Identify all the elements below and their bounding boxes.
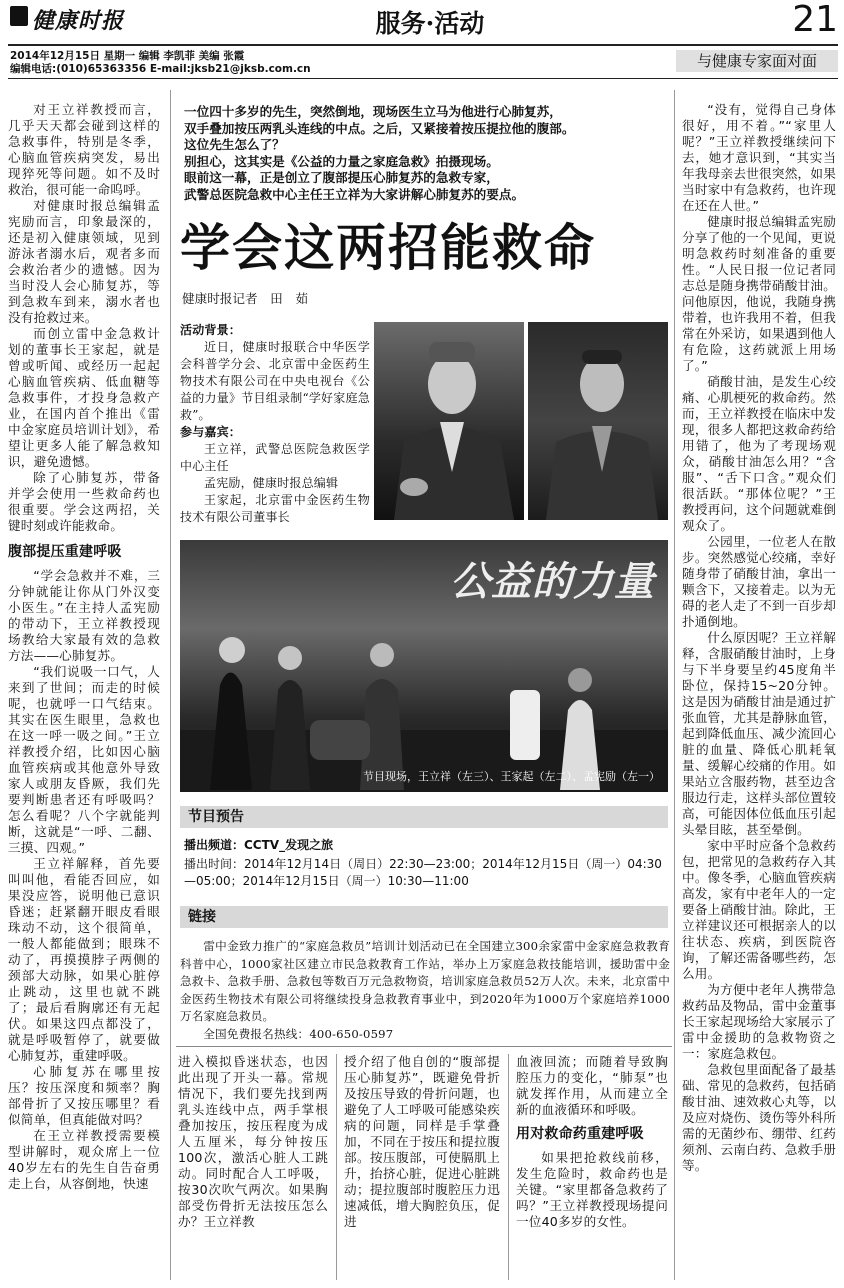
section-title: 服务·活动 [375,9,485,38]
paragraph: 对王立祥教授而言，几乎天天都会碰到这样的急救事件，特别是冬季，心脑血管疾病突发，易出现猝死等问题。如不及时救治，很可能一命呜呼。 [8,102,160,197]
paragraph: 进入模拟昏迷状态，也因此出现了开头一幕。常规情况下，我们要先找到两乳头连线中点，两手掌根叠加按压，按压程度为成人五厘米，每分钟按压100次，激活心脏人工跳动。同时配合人工呼吸，按30次吹气两次。如果胸部受伤骨折无法按压怎么办？王立祥教 [178,1054,328,1229]
masthead-rule [8,44,838,46]
link-box [180,938,670,1043]
paragraph: 除了心肺复苏，带备并学会使用一些救命药也很重要。学会这两招，关键时刻或许能救命。 [8,470,160,533]
guests-label: 参与嘉宾： [180,425,242,439]
studio-photo [180,540,668,792]
paragraph: “我们说吸一口气，人来到了世间；而走的时候呢，也就呼一口气结束。其实在医生眼里，急救也在这一呼一吸之间。”王立祥教授介绍，比如因心脑血管疾病或其他意外导致家人或朋友昏厥，我们先要判断患者还有呼吸吗？怎么看呢？八个字就能判断，这就是“一呼、二翻、三摸、四观。” [8,664,160,855]
column-1 [8,102,160,1282]
paragraph: 对健康时报总编辑孟宪励而言，印象最深的，还是初入健康领域，见到游泳者溺水后，观者多而会救治者少的遗憾。因为当时没人会心肺复苏，等到急救车到来，溺水者也没有抢救过来。 [8,198,160,325]
paragraph: 如果把抢救线前移，发生危险时，救命药也是关键。“家里都备急救药了吗？”王立祥教授现场提问一位40多岁的女性。 [516,1150,668,1229]
page-number: 21 [792,0,838,40]
info-line-1: 2014年12月15日 星期一 编辑 李凯菲 美编 张霞 [10,50,245,62]
intro-line: 眼前这一幕，正是创立了腹部提压心肺复苏的急救专家， [184,170,499,185]
masthead-rule-bottom [8,78,838,79]
photo-caption: 节目现场，王立祥（左三）、王家起（左二）、孟宪励（左一） [363,770,660,783]
portrait-photo-meng-xianli [528,322,668,520]
paragraph: 为方便中老年人携带急救药品及物品，雷中金董事长王家起现场给大家展示了雷中金援助的急救物资之一：家庭急救包。 [682,982,836,1061]
column-divider [674,90,675,1280]
masthead [0,0,844,80]
slogan: 与健康专家面对面 [696,52,817,70]
activity-box [180,322,370,526]
hotline: 全国免费报名热线：400-650-0597 [203,1026,394,1041]
column-5 [682,102,836,1282]
intro-line: 这位先生怎么了？ [184,137,285,152]
byline: 健康时报记者 田 茹 [182,291,308,306]
masthead-logo: 健康时报 [32,8,125,34]
column-divider [336,1054,337,1280]
paragraph: 在王立祥教授需要模型讲解时，观众席上一位40岁左右的先生自告奋勇走上台，从容倒地，快速 [8,1128,160,1191]
preview-channel: 播出频道：CCTV_发现之旅 [184,838,334,852]
paragraph: “没有，觉得自己身体很好，用不着。”“家里人呢？”王立祥教授继续问下去，她才意识到，“其实当年我母亲去世很突然，如果当时家中有急救药，也许现在还在人世。” [682,102,836,213]
paragraph: 血液回流；而随着导致胸腔压力的变化，“肺泵”也就发挥作用，从而建立全新的血液循环和呼吸。 [516,1054,668,1117]
studio-logo: 公益的力量 [450,558,655,605]
logo-icon [10,6,28,26]
intro-line: 双手叠加按压两乳头连线的中点。之后，又紧接着按压提拉他的腹部。 [184,120,575,136]
paragraph: 公园里，一位老人在散步。突然感觉心绞痛，幸好随身带了硝酸甘油，拿出一颗含下，又接着走。以为无碍的老人走了不到一百步却扑通倒地。 [682,534,836,629]
activity-label: 活动背景： [180,323,242,337]
info-line-2: 编辑电话:(010)65363356 E-mail:jksb21@jksb.com.cn [10,63,311,75]
paragraph: 家中平时应备个急救药包，把常见的急救药存入其中。像冬季，心脑血管疾病高发，家有中老年人的一定要备上硝酸甘油。除此，王立祥建议还可根据亲人的以往状态、疾病，到医院咨询，了解还需备哪些药，怎么用。 [682,838,836,981]
link-title: 链接 [180,906,668,928]
column-3 [344,1054,500,1282]
column-2 [178,1054,328,1282]
paragraph: 而创立雷中金急救计划的董事长王家起，就是曾或听闻、或经历一起起心脑血管疾病、低血糖等急救事件，才投身急救产业，在国内首个推出《雷中金家庭员培训计划》，希望让更多人能了解急救知识，避免遗憾。 [8,326,160,469]
activity-text: 近日，健康时报联合中华医学会科普学分会、北京雷中金医药生物技术有限公司在中央电视台《公益的力量》节目组录制“学好家庭急救”。 [180,340,370,422]
paragraph: 什么原因呢？王立祥解释，含服硝酸甘油时，上身与下半身要呈约45度角半卧位，保持15~20分钟。这是因为硝酸甘油是通过扩张血管，尤其是静脉血管，起到降低血压、减少流回心脏的血量、降低心肌耗氧量、缓解心绞痛的作用。如果站立含服药物，甚至边含服边行走，这样头部位置较高，可能因体位低血压引起头晕目眩，甚至晕倒。 [682,630,836,837]
intro-line: 别担心，这其实是《公益的力量之家庭急救》拍摄现场。 [184,153,499,169]
guest: 王家起，北京雷中金医药生物技术有限公司董事长 [180,493,370,524]
headline: 学会这两招能救命 [180,218,596,277]
intro-line: 武警总医院急救中心主任王立祥为大家讲解心肺复苏的要点。 [184,186,525,202]
intro [184,104,668,203]
paragraph: 心肺复苏在哪里按压？按压深度和频率？胸部骨折了又按压哪里？看似简单，但真能做对吗？ [8,1064,160,1127]
paragraph: “学会急救并不难，三分钟就能让你从门外汉变小医生。”在主持人孟宪励的带动下，王立祥教授现场教给大家最有效的急救方法——心肺复苏。 [8,568,160,663]
paragraph: 授介绍了他自创的“腹部提压心肺复苏”，既避免骨折及按压导致的骨折问题，也避免了人工呼吸可能感染疾病的问题，同样是手掌叠加，不同在于按压和提拉腹部。按压腹部，可使膈肌上升，抬挤心脏，促进心脏跳动；提拉腹部时腹腔压力迅速减低，增大胸腔负压，促进 [344,1054,500,1229]
paragraph: 急救包里面配备了最基础、常见的急救药，包括硝酸甘油、速效救心丸等，以及应对烧伤、烫伤等外科所需的无菌纱布、绷带、红药须剂、云南白药、急救手册等。 [682,1062,836,1173]
portrait-figure-icon [528,322,668,520]
paragraph: 硝酸甘油，是发生心绞痛、心肌梗死的救命药。然而，王立祥教授在临床中发现，很多人都把这救命药给用错了，他为了考现场观众，硝酸甘油怎么用？“含服”、“舌下口含。”观众们很活跃。“那体位呢？”王教授再问，这个问题就难倒观众了。 [682,374,836,533]
portrait-photo-wang-lixiang [374,322,524,520]
guest: 孟宪励，健康时报总编辑 [204,476,339,490]
paragraph: 王立祥解释，首先要叫叫他，看能否回应，如果没应答，说明他已意识昏迷；赶紧翻开眼皮看眼珠动不动，这个很简单，一般人都能做到；眼珠不动了，再摸摸脖子两侧的颈部大动脉，如果心脏停止跳动，这里也就不跳了；最后看胸廓还有无起伏。如果这四点都没了，就是呼吸暂停了，就要做心肺复苏，重建呼吸。 [8,856,160,1063]
column-divider [170,90,171,1280]
slogan-box [676,50,838,72]
section-rule [176,1046,672,1047]
subheading: 腹部提压重建呼吸 [8,544,122,560]
studio-scene-icon [180,540,668,792]
link-text: 雷中金致力推广的“家庭急救员”培训计划活动已在全国建立300余家雷中金家庭急救教育科普中心，1000家社区建立市民急救教育工作站，举办上万家庭急救技能培训，援助雷中金急救卡、急救手册、急救包等数百万元急救物资，培训家庭急救员52万人次。未来，北京雷中金医药生物技术有限公司将继续投身急救教育事业中，到2020年为1000万个家庭培养1000万名家庭急救员。 [180,939,670,1023]
guest: 王立祥，武警总医院急救医学中心主任 [180,442,370,473]
preview-time: 播出时间：2014年12月14日（周日）22:30—23:00；2014年12月15日（周一）04:30—05:00；2014年12月15日（周一）10:30—11:00 [184,857,662,888]
portrait-figure-icon [374,322,524,520]
column-4 [516,1054,668,1282]
column-divider [508,1054,509,1280]
intro-line: 一位四十多岁的先生，突然倒地，现场医生立马为他进行心肺复苏， [184,104,562,119]
preview-title: 节目预告 [180,806,668,828]
subheading: 用对救命药重建呼吸 [516,1126,644,1142]
paragraph: 健康时报总编辑孟宪励分享了他的一个见闻，更说明急救药时刻准备的重要性。“人民日报一位记者同志总是随身携带硝酸甘油。问他原因，他说，我随身携带着，也许我用不着，但我常在外采访，如果遇到他人有危险，这药就派上用场了。” [682,214,836,373]
